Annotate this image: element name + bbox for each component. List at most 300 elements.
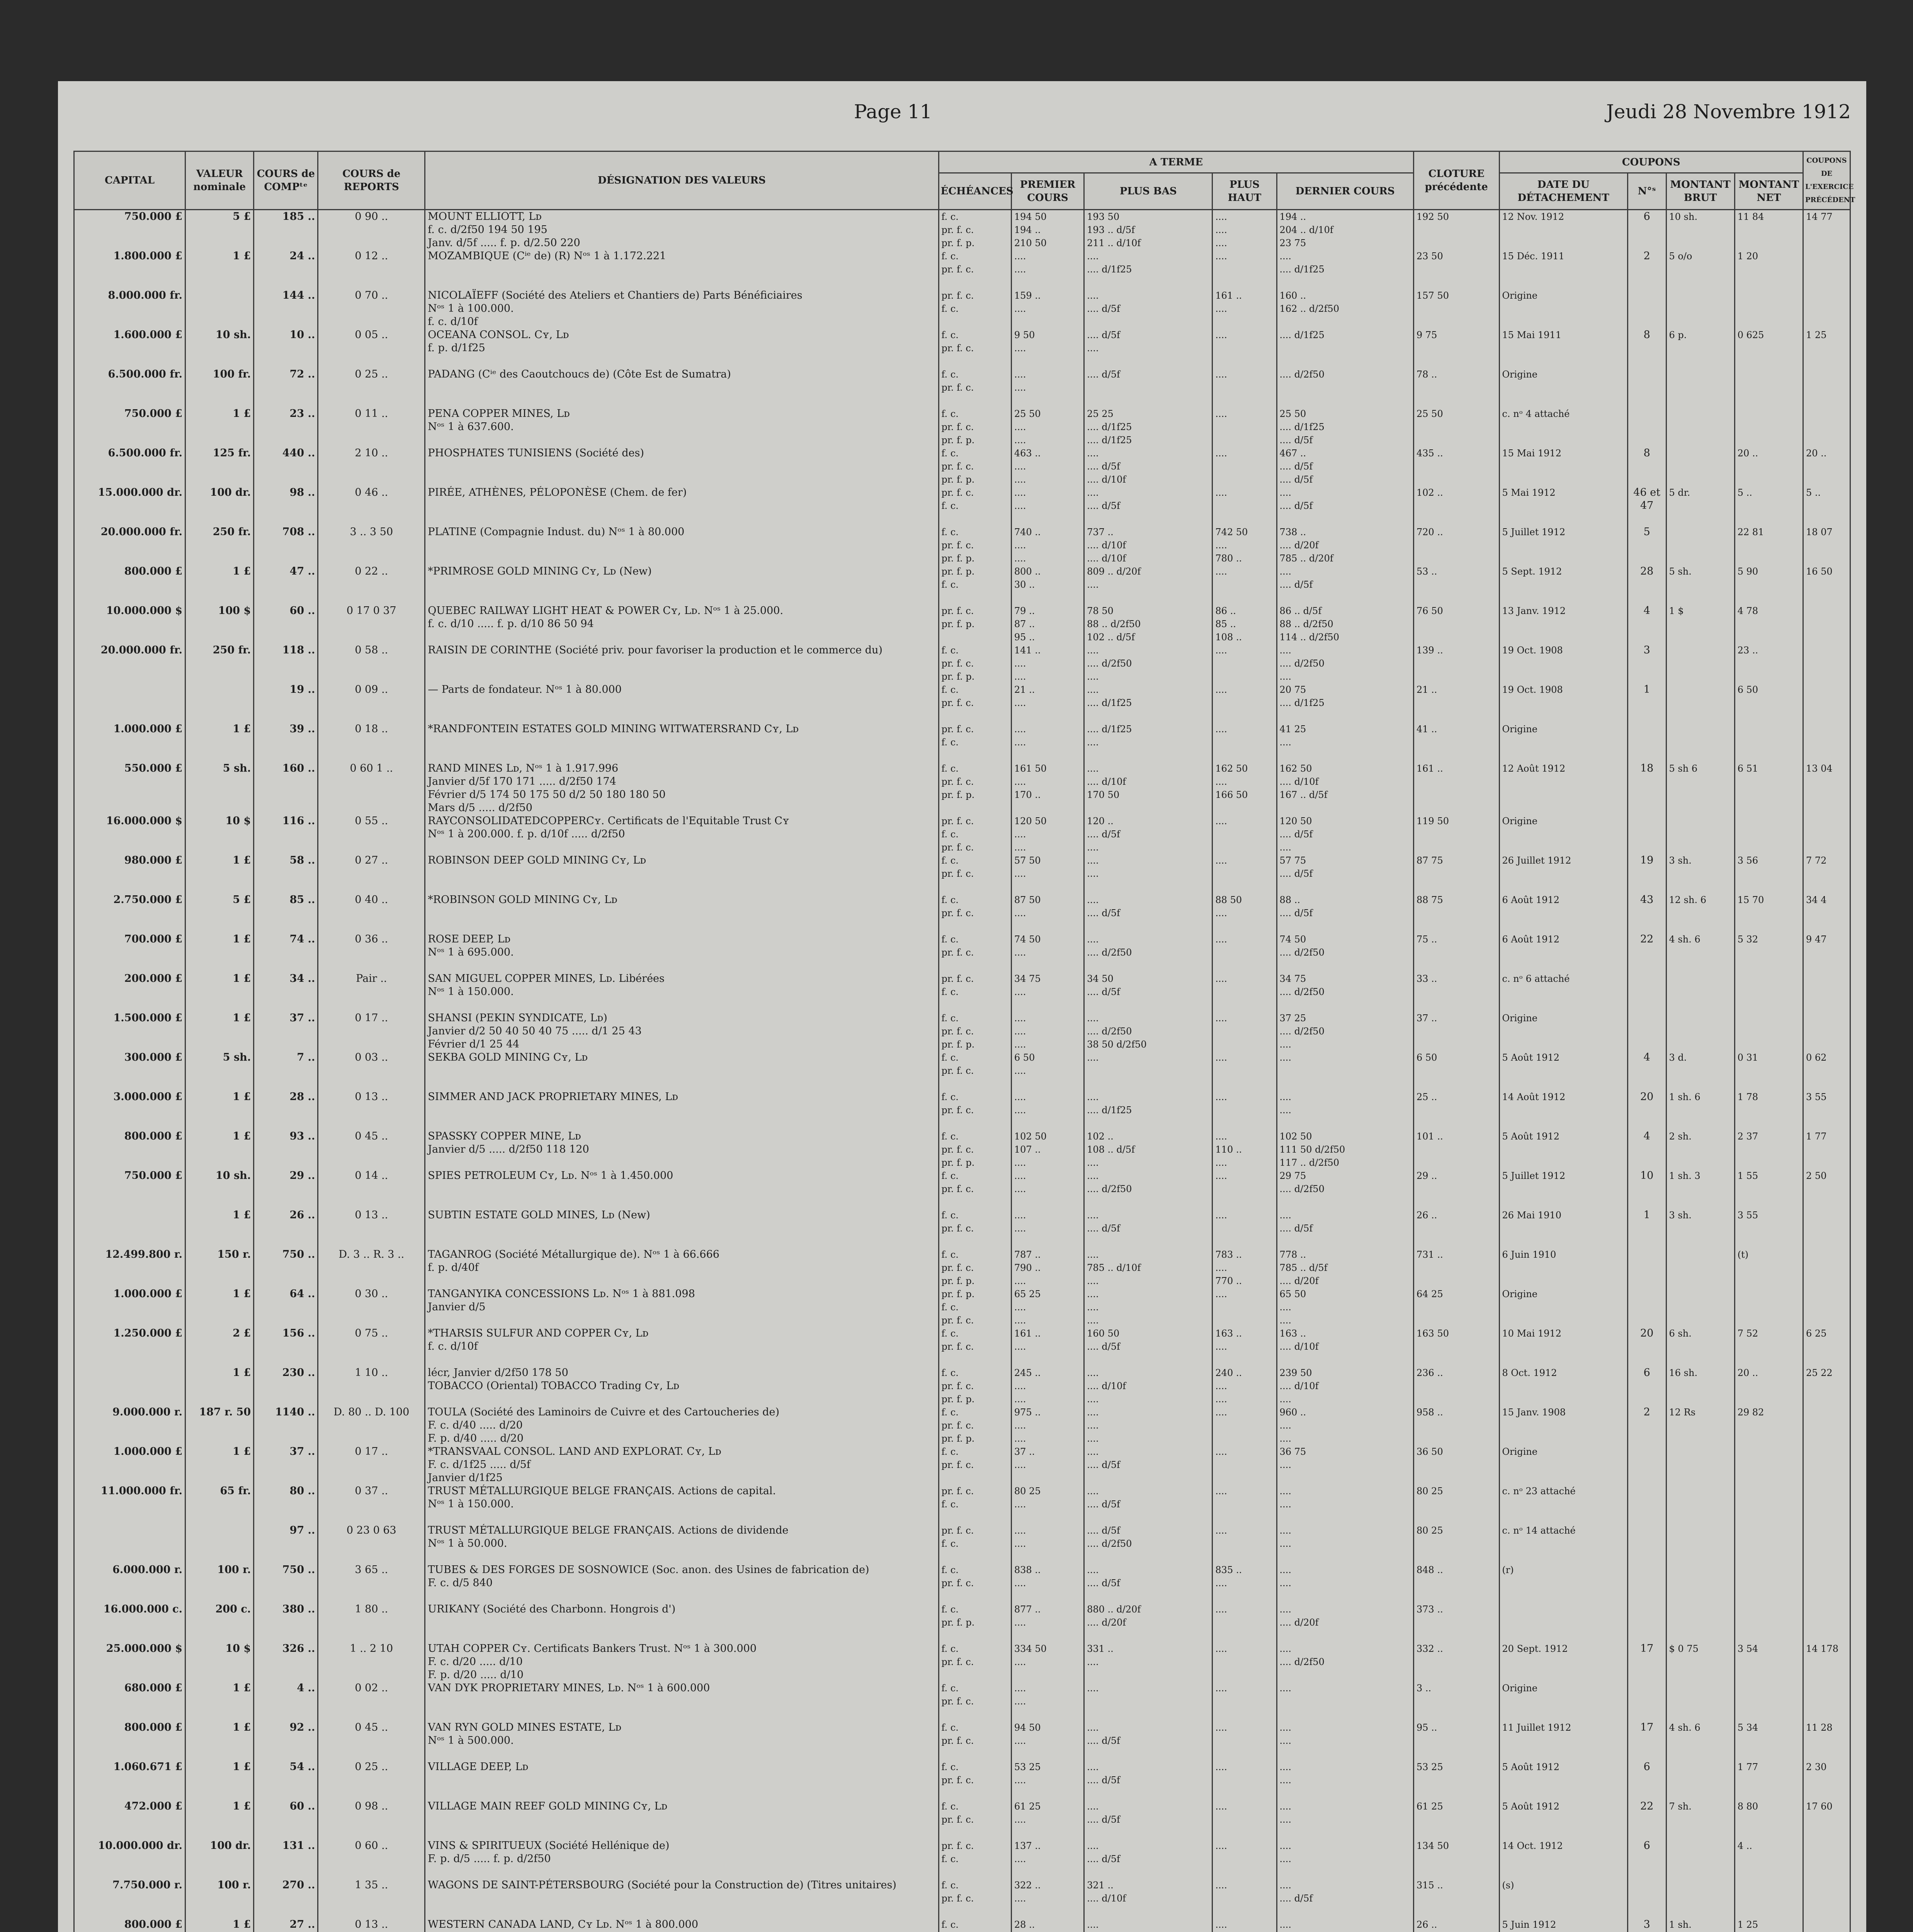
cell-plus-haut: .... [1212, 368, 1277, 407]
cell-plus-bas: .... [1084, 1051, 1212, 1090]
cell-plus-bas: 880 .. d/20f .... d/20f [1084, 1603, 1212, 1642]
cell-designation: VINS & SPIRITUEUX (Société Hellénique de) F. p. d/5 ..... f. p. d/2f50 [425, 1839, 939, 1879]
cell-cours-comp: 1140 .. [254, 1406, 318, 1445]
cell-premier: .... .... [1011, 486, 1084, 526]
cell-date: 5 Juillet 1912 [1499, 1169, 1627, 1209]
cell-date: c. nᵒ 4 attaché [1499, 407, 1627, 447]
cell-nos: 22 [1627, 933, 1666, 972]
cell-premier: 80 25 .... [1011, 1485, 1084, 1524]
cell-plus-bas: .... .... d/10f 170 50 [1084, 762, 1212, 815]
cell-prec: 13 04 [1803, 762, 1850, 815]
cell-net [1734, 723, 1803, 762]
cell-net: 3 54 [1734, 1642, 1803, 1682]
cell-net [1734, 1682, 1803, 1721]
cell-premier: 141 .. .... .... [1011, 644, 1084, 683]
cell-capital: 200.000 £ [74, 972, 185, 1012]
cell-cours-reports: 1 80 .. [318, 1603, 425, 1642]
table-row [74, 1051, 1850, 1090]
cell-designation: ROBINSON DEEP GOLD MINING Cʏ, Lᴅ [425, 854, 939, 893]
cell-echeances: pr. f. c. pr. f. p. [939, 604, 1011, 644]
cell-capital: 15.000.000 dr. [74, 486, 185, 526]
cell-dernier: .... .... d/5f [1277, 565, 1413, 604]
cell-valeur: 1 £ [185, 933, 254, 972]
cell-valeur: 1 £ [185, 1366, 254, 1406]
cell-capital: 750.000 £ [74, 407, 185, 447]
cell-net: 4 .. [1734, 1839, 1803, 1879]
cell-nos [1627, 1445, 1666, 1485]
cell-dernier: .... .... [1277, 1839, 1413, 1879]
cell-plus-bas: .... .... d/5f .... d/10f [1084, 447, 1212, 486]
table-row [74, 1406, 1850, 1445]
cell-cours-reports: 0 23 0 63 [318, 1524, 425, 1563]
cell-brut [1666, 1563, 1734, 1603]
cell-plus-bas: .... .... d/5f [1084, 1760, 1212, 1800]
cell-premier: 74 50 .... [1011, 933, 1084, 972]
cell-echeances: f. c. pr. f. c. [939, 1642, 1011, 1682]
cell-net: 5 90 [1734, 565, 1803, 604]
cell-echeances: pr. f. c. f. c. [939, 972, 1011, 1012]
cell-plus-haut: .... [1212, 407, 1277, 447]
cell-cours-reports: 0 70 .. [318, 289, 425, 328]
cell-echeances: f. c. pr. f. c. pr. f. p. [939, 210, 1011, 250]
cell-premier: .... .... [1011, 1682, 1084, 1721]
cell-cours-comp: 93 .. [254, 1130, 318, 1169]
cell-cours-reports: 0 13 .. [318, 1090, 425, 1130]
cell-brut: 3 d. [1666, 1051, 1734, 1090]
cell-plus-bas: 737 .. .... d/10f .... d/10f [1084, 526, 1212, 565]
page-header [58, 93, 1866, 128]
cell-plus-bas: 78 50 88 .. d/2f50 102 .. d/5f [1084, 604, 1212, 644]
cell-designation: NICOLAÏEFF (Société des Ateliers et Chantiers de) Parts Bénéficiaires Nᵒˢ 1 à 100.000. f. c. d/10f [425, 289, 939, 328]
cell-plus-bas: 25 25 .... d/1f25 .... d/1f25 [1084, 407, 1212, 447]
cell-prec: 11 28 [1803, 1721, 1850, 1760]
cell-brut: 5 sh. [1666, 565, 1734, 604]
cell-date: Origine [1499, 368, 1627, 407]
cell-prec [1803, 604, 1850, 644]
cell-echeances: f. c. pr. f. c. [939, 683, 1011, 723]
cell-prec [1803, 407, 1850, 447]
cell-net: 5 .. [1734, 486, 1803, 526]
cell-valeur: 5 sh. [185, 1051, 254, 1090]
cell-plus-haut: .... [1212, 933, 1277, 972]
cell-nos: 3 [1627, 1918, 1666, 1932]
cell-cours-comp: 28 .. [254, 1090, 318, 1130]
cell-date: 5 Juin 1912 [1499, 1918, 1627, 1932]
cell-cloture: 119 50 [1414, 815, 1500, 854]
cell-net: 2 37 [1734, 1130, 1803, 1169]
cell-cloture: 29 .. [1414, 1169, 1500, 1209]
cell-cloture: 53 25 [1414, 1760, 1500, 1800]
table-row [74, 1918, 1850, 1932]
cell-nos: 4 [1627, 1051, 1666, 1090]
cell-plus-haut: 161 .. .... [1212, 289, 1277, 328]
cell-premier: .... .... [1011, 368, 1084, 407]
cell-cours-comp: 58 .. [254, 854, 318, 893]
cell-valeur: 1 £ [185, 1090, 254, 1130]
cell-premier: 137 .. .... [1011, 1839, 1084, 1879]
cell-prec [1803, 1012, 1850, 1051]
cell-dernier: 86 .. d/5f 88 .. d/2f50 114 .. d/2f50 [1277, 604, 1413, 644]
cell-capital [74, 1524, 185, 1563]
cell-plus-bas: 120 .. .... d/5f .... [1084, 815, 1212, 854]
cell-valeur: 1 £ [185, 1445, 254, 1485]
cell-cloture: 163 50 [1414, 1327, 1500, 1366]
cell-echeances: f. c. pr. f. c. pr. f. p. [939, 1366, 1011, 1406]
cell-brut [1666, 644, 1734, 683]
cell-cours-reports: D. 80 .. D. 100 [318, 1406, 425, 1445]
cell-echeances: f. c. pr. f. c. [939, 1090, 1011, 1130]
cell-prec [1803, 1287, 1850, 1327]
cell-cloture: 87 75 [1414, 854, 1500, 893]
col-cours-reports: COURS de REPORTS [318, 151, 425, 210]
cell-premier: 53 25 .... [1011, 1760, 1084, 1800]
cell-cours-comp: 85 .. [254, 893, 318, 933]
cell-cours-comp: 37 .. [254, 1012, 318, 1051]
cell-premier: 57 50 .... [1011, 854, 1084, 893]
cell-cloture: 88 75 [1414, 893, 1500, 933]
cell-capital: 800.000 £ [74, 1918, 185, 1932]
cell-dernier: 29 75 .... d/2f50 [1277, 1169, 1413, 1209]
cell-designation: SAN MIGUEL COPPER MINES, Lᴅ. Libérées Nᵒˢ 1 à 150.000. [425, 972, 939, 1012]
cell-cours-reports: 0 36 .. [318, 933, 425, 972]
cell-prec: 20 .. [1803, 447, 1850, 486]
cell-designation: WESTERN CANADA LAND, Cʏ Lᴅ. Nᵒˢ 1 à 800.000 [425, 1918, 939, 1932]
cell-premier: 61 25 .... [1011, 1800, 1084, 1839]
cell-designation: TOULA (Société des Laminoirs de Cuivre et des Cartoucheries de) F. c. d/40 ..... d/20 F. p. d/40 ..... d/20 [425, 1406, 939, 1445]
cell-prec: 2 50 [1803, 1169, 1850, 1209]
cell-valeur: 10 $ [185, 815, 254, 854]
page-date: Jeudi 28 Novembre 1912 [1606, 100, 1851, 123]
cell-prec [1803, 1485, 1850, 1524]
cell-date: 19 Oct. 1908 [1499, 644, 1627, 683]
cell-cours-comp: 47 .. [254, 565, 318, 604]
cell-cours-comp: 26 .. [254, 1209, 318, 1248]
cell-capital: 700.000 £ [74, 933, 185, 972]
cell-designation: PHOSPHATES TUNISIENS (Société des) [425, 447, 939, 486]
cell-plus-haut: .... [1212, 972, 1277, 1012]
cell-echeances: pr. f. p. f. c. pr. f. c. [939, 1287, 1011, 1327]
cell-plus-bas: .... .... d/5f [1084, 1721, 1212, 1760]
cell-cloture: 373 .. [1414, 1603, 1500, 1642]
cell-prec [1803, 815, 1850, 854]
cell-valeur: 10 $ [185, 1642, 254, 1682]
table-row [74, 1879, 1850, 1918]
cell-plus-bas: .... .... d/2f50 [1084, 1169, 1212, 1209]
cell-plus-bas: .... .... d/2f50 .... [1084, 644, 1212, 683]
cell-plus-bas: .... .... d/2f50 [1084, 933, 1212, 972]
cell-date: 5 Août 1912 [1499, 1130, 1627, 1169]
cell-plus-haut: .... [1212, 815, 1277, 854]
cell-dernier: .... .... [1277, 1721, 1413, 1760]
cell-cours-reports: 0 17 .. [318, 1012, 425, 1051]
cell-dernier: .... .... [1277, 1760, 1413, 1800]
cell-plus-haut: 86 .. 85 .. 108 .. [1212, 604, 1277, 644]
cell-cours-reports: 3 .. 3 50 [318, 526, 425, 565]
cell-cloture: 41 .. [1414, 723, 1500, 762]
cell-designation: TRUST MÉTALLURGIQUE BELGE FRANÇAIS. Actions de dividende Nᵒˢ 1 à 50.000. [425, 1524, 939, 1563]
cell-brut [1666, 972, 1734, 1012]
cell-premier: 740 .. .... .... [1011, 526, 1084, 565]
cell-premier: 161 .. .... [1011, 1327, 1084, 1366]
cell-dernier: .... [1277, 1918, 1413, 1932]
table-row [74, 762, 1850, 815]
cell-brut: 7 sh. [1666, 1800, 1734, 1839]
cell-plus-bas: .... .... d/5f [1084, 486, 1212, 526]
cell-echeances: f. c. pr. f. c. [939, 1051, 1011, 1090]
cell-cours-comp: 19 .. [254, 683, 318, 723]
cell-valeur: 1 £ [185, 1209, 254, 1248]
cell-designation: SUBTIN ESTATE GOLD MINES, Lᴅ (New) [425, 1209, 939, 1248]
cell-net [1734, 1287, 1803, 1327]
cell-prec: 14 178 [1803, 1642, 1850, 1682]
cell-dernier: 41 25 .... [1277, 723, 1413, 762]
cell-echeances: pr. f. c. f. c. [939, 723, 1011, 762]
cell-prec [1803, 250, 1850, 289]
cell-dernier: .... .... d/2f50 .... [1277, 644, 1413, 683]
cell-date: 12 Nov. 1912 [1499, 210, 1627, 250]
cell-date: 6 Août 1912 [1499, 893, 1627, 933]
cell-cloture: 36 50 [1414, 1445, 1500, 1485]
cell-premier: .... .... [1011, 1169, 1084, 1209]
cell-brut: 6 sh. [1666, 1327, 1734, 1366]
cell-capital: 6.500.000 fr. [74, 368, 185, 407]
cell-plus-haut: .... .... .... [1212, 210, 1277, 250]
cell-capital: 6.000.000 r. [74, 1563, 185, 1603]
cell-prec [1803, 289, 1850, 328]
cell-nos: 19 [1627, 854, 1666, 893]
cell-net: 1 25 [1734, 1918, 1803, 1932]
cell-dernier: .... .... [1277, 1090, 1413, 1130]
cell-capital: 750.000 £ [74, 1169, 185, 1209]
cell-echeances: f. c. pr. f. c. pr. f. p. [939, 1012, 1011, 1051]
cell-cours-comp: 80 .. [254, 1485, 318, 1524]
cell-nos: 8 [1627, 328, 1666, 368]
col-nos: N°ˢ [1627, 173, 1666, 210]
cell-cloture: 102 .. [1414, 486, 1500, 526]
table-row [74, 1445, 1850, 1485]
cell-valeur: 100 dr. [185, 1839, 254, 1879]
cell-cours-reports: 0 98 .. [318, 1800, 425, 1839]
cell-cloture: 958 .. [1414, 1406, 1500, 1445]
cell-plus-bas: .... .... d/10f .... [1084, 1366, 1212, 1406]
cell-cours-comp: 270 .. [254, 1879, 318, 1918]
cell-plus-haut: .... [1212, 1445, 1277, 1485]
cell-designation: lécr, Janvier d/2f50 178 50 TOBACCO (Oriental) TOBACCO Trading Cʏ, Lᴅ [425, 1366, 939, 1406]
cell-net [1734, 407, 1803, 447]
cell-plus-bas: .... .... d/5f [1084, 1800, 1212, 1839]
cell-designation: RAND MINES Lᴅ, Nᵒˢ 1 à 1.917.996 Janvier d/5f 170 171 ..... d/2f50 174 Février d/5 174 50 175 50 d/2 50 180 180 50 Mars d/5 ..... d/2f50 [425, 762, 939, 815]
cell-echeances: f. c. pr. f. c. [939, 1879, 1011, 1918]
cell-date: 15 Déc. 1911 [1499, 250, 1627, 289]
cell-net: 20 .. [1734, 1366, 1803, 1406]
cell-nos [1627, 1248, 1666, 1287]
cell-valeur: 100 dr. [185, 486, 254, 526]
col-cloture: CLOTURE précédente [1414, 151, 1500, 210]
cell-echeances: f. c. pr. f. c. [939, 1445, 1011, 1485]
cell-net [1734, 289, 1803, 328]
cell-echeances: f. c. pr. f. c. [939, 1800, 1011, 1839]
cell-plus-haut: .... [1212, 1090, 1277, 1130]
cell-cours-reports: Pair .. [318, 972, 425, 1012]
cell-brut: 5 sh 6 [1666, 762, 1734, 815]
cell-date: 10 Mai 1912 [1499, 1327, 1627, 1366]
cell-echeances: f. c. pr. f. c. [939, 893, 1011, 933]
cell-premier: 245 .. .... .... [1011, 1366, 1084, 1406]
col-cours-comp: COURS de COMPᵗᵉ [254, 151, 318, 210]
cell-dernier: 37 25 .... d/2f50 .... [1277, 1012, 1413, 1051]
cell-dernier: 57 75 .... d/5f [1277, 854, 1413, 893]
cell-echeances: f. c. pr. f. p. [939, 1603, 1011, 1642]
cell-date: 15 Janv. 1908 [1499, 1406, 1627, 1445]
cell-dernier: 239 50 .... d/10f .... [1277, 1366, 1413, 1406]
col-plus-haut: PLUS HAUT [1212, 173, 1277, 210]
cell-brut [1666, 683, 1734, 723]
cell-net: 5 34 [1734, 1721, 1803, 1760]
cell-valeur: 2 £ [185, 1327, 254, 1366]
cell-nos: 22 [1627, 1800, 1666, 1839]
cell-dernier: 163 .. .... d/10f [1277, 1327, 1413, 1366]
cell-premier: 800 .. 30 .. [1011, 565, 1084, 604]
table-row [74, 1760, 1850, 1800]
cell-plus-haut: .... [1212, 854, 1277, 893]
cell-plus-haut: .... [1212, 1406, 1277, 1445]
cell-cloture: 720 .. [1414, 526, 1500, 565]
cell-designation: RAISIN DE CORINTHE (Société priv. pour favoriser la production et le commerce du) [425, 644, 939, 683]
cell-cours-comp: 131 .. [254, 1839, 318, 1879]
cell-net: 1 55 [1734, 1169, 1803, 1209]
cell-date: Origine [1499, 1012, 1627, 1051]
cell-dernier: .... .... [1277, 1563, 1413, 1603]
cell-plus-bas: .... d/5f .... [1084, 328, 1212, 368]
cell-date: 5 Août 1912 [1499, 1051, 1627, 1090]
cell-designation: — Parts de fondateur. Nᵒˢ 1 à 80.000 [425, 683, 939, 723]
cell-cloture: 315 .. [1414, 1879, 1500, 1918]
cell-prec: 14 77 [1803, 210, 1850, 250]
cell-plus-haut: 742 50 .... 780 .. [1212, 526, 1277, 565]
cell-designation: VAN DYK PROPRIETARY MINES, Lᴅ. Nᵒˢ 1 à 600.000 [425, 1682, 939, 1721]
cell-prec: 16 50 [1803, 565, 1850, 604]
cell-net [1734, 1879, 1803, 1918]
cell-nos [1627, 972, 1666, 1012]
cell-capital: 6.500.000 fr. [74, 447, 185, 486]
cell-nos: 20 [1627, 1090, 1666, 1130]
table-row [74, 250, 1850, 289]
cell-cours-comp: 60 .. [254, 604, 318, 644]
cell-net: 6 50 [1734, 683, 1803, 723]
table-row [74, 526, 1850, 565]
cell-prec: 25 22 [1803, 1366, 1850, 1406]
cell-prec [1803, 1879, 1850, 1918]
cell-echeances: f. c. pr. f. c. [939, 1563, 1011, 1603]
cell-echeances: f. c. pr. f. c. [939, 250, 1011, 289]
cell-plus-bas: .... .... d/1f25 [1084, 250, 1212, 289]
cell-cours-reports: 0 22 .. [318, 565, 425, 604]
cell-cours-comp: 750 .. [254, 1248, 318, 1287]
cell-designation: SHANSI (PEKIN SYNDICATE, Lᴅ) Janvier d/2 50 40 50 40 75 ..... d/1 25 43 Février d/1 25 44 [425, 1012, 939, 1051]
cell-prec [1803, 368, 1850, 407]
cell-cours-comp: 54 .. [254, 1760, 318, 1800]
cell-valeur [185, 683, 254, 723]
cell-echeances: f. c. pr. f. c. [939, 1682, 1011, 1721]
cell-premier: .... .... .... [1011, 1012, 1084, 1051]
cell-echeances: f. c. pr. f. c. [939, 1327, 1011, 1366]
cell-prec: 18 07 [1803, 526, 1850, 565]
table-row [74, 1209, 1850, 1248]
cell-echeances: pr. f. c. f. c. [939, 289, 1011, 328]
cell-premier: .... .... [1011, 250, 1084, 289]
cell-cours-comp: 37 .. [254, 1445, 318, 1485]
cell-net [1734, 1524, 1803, 1563]
cell-premier: 838 .. .... [1011, 1563, 1084, 1603]
cell-net [1734, 1563, 1803, 1603]
cell-plus-haut: 240 .. .... .... [1212, 1366, 1277, 1406]
cell-cours-reports: D. 3 .. R. 3 .. [318, 1248, 425, 1287]
table-row [74, 1090, 1850, 1130]
cell-prec: 17 60 [1803, 1800, 1850, 1839]
cell-cours-comp: 72 .. [254, 368, 318, 407]
table-row [74, 893, 1850, 933]
cell-premier: 161 50 .... 170 .. [1011, 762, 1084, 815]
table-row [74, 1169, 1850, 1209]
cell-plus-bas: 160 50 .... d/5f [1084, 1327, 1212, 1366]
cell-cours-reports: 0 75 .. [318, 1327, 425, 1366]
cell-dernier: 20 75 .... d/1f25 [1277, 683, 1413, 723]
cell-designation: SPIES PETROLEUM Cʏ, Lᴅ. Nᵒˢ 1 à 1.450.000 [425, 1169, 939, 1209]
cell-plus-haut: .... [1212, 1287, 1277, 1327]
cell-cours-comp: 29 .. [254, 1169, 318, 1209]
cell-nos: 43 [1627, 893, 1666, 933]
cell-plus-bas: .... .... d/5f [1084, 1839, 1212, 1879]
cell-prec: 3 55 [1803, 1090, 1850, 1130]
cell-prec: 6 25 [1803, 1327, 1850, 1366]
cell-plus-haut: 88 50 .... [1212, 893, 1277, 933]
cell-cours-reports: 1 10 .. [318, 1366, 425, 1406]
cell-valeur: 100 r. [185, 1879, 254, 1918]
cell-plus-haut: .... [1212, 565, 1277, 604]
cell-date: 20 Sept. 1912 [1499, 1642, 1627, 1682]
cell-nos [1627, 1682, 1666, 1721]
cell-cours-comp: 326 .. [254, 1642, 318, 1682]
cell-plus-haut: .... [1212, 1760, 1277, 1800]
cell-date: Origine [1499, 1445, 1627, 1485]
cell-prec [1803, 1603, 1850, 1642]
cell-cours-reports: 0 60 .. [318, 1839, 425, 1879]
cell-capital: 20.000.000 fr. [74, 644, 185, 683]
cell-dernier: 34 75 .... d/2f50 [1277, 972, 1413, 1012]
cell-capital: 472.000 £ [74, 1800, 185, 1839]
cell-dernier: 960 .. .... .... [1277, 1406, 1413, 1445]
cell-net [1734, 368, 1803, 407]
cell-capital: 9.000.000 r. [74, 1406, 185, 1445]
cell-valeur: 1 £ [185, 407, 254, 447]
cell-plus-bas: 193 50 193 .. d/5f 211 .. d/10f [1084, 210, 1212, 250]
cell-net: 15 70 [1734, 893, 1803, 933]
cell-cours-reports: 0 03 .. [318, 1051, 425, 1090]
cell-cloture: 731 .. [1414, 1248, 1500, 1287]
cell-capital: 16.000.000 c. [74, 1603, 185, 1642]
cell-premier: .... .... [1011, 1209, 1084, 1248]
cell-date: 6 Août 1912 [1499, 933, 1627, 972]
cell-designation: TRUST MÉTALLURGIQUE BELGE FRANÇAIS. Actions de capital. Nᵒˢ 1 à 150.000. [425, 1485, 939, 1524]
cell-date: Origine [1499, 1682, 1627, 1721]
cell-cours-reports: 0 45 .. [318, 1721, 425, 1760]
cell-dernier: 36 75 .... [1277, 1445, 1413, 1485]
cell-prec [1803, 723, 1850, 762]
cell-dernier: .... [1277, 1051, 1413, 1090]
cell-designation: VILLAGE MAIN REEF GOLD MINING Cʏ, Lᴅ [425, 1800, 939, 1839]
cell-nos: 28 [1627, 565, 1666, 604]
cell-designation: SEKBA GOLD MINING Cʏ, Lᴅ [425, 1051, 939, 1090]
